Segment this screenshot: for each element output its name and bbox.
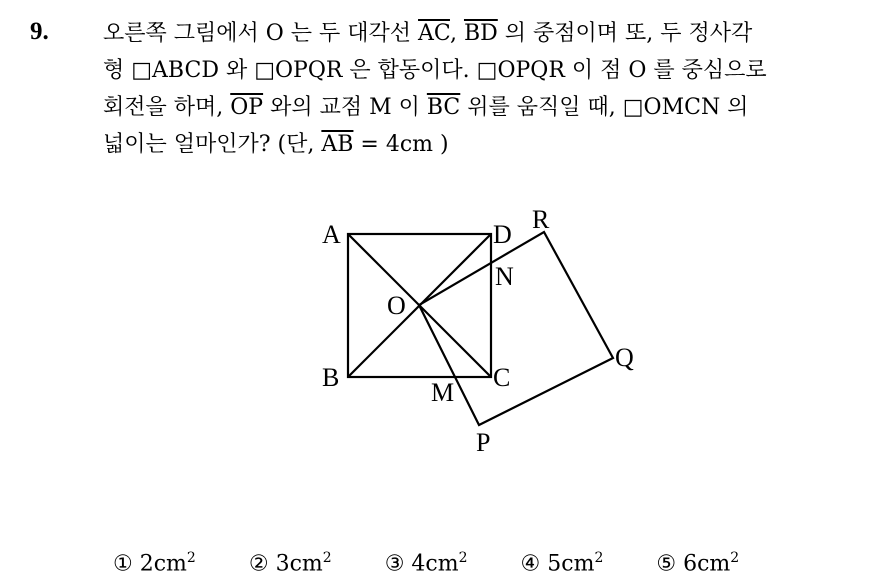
choice-exponent: 2 <box>322 550 332 566</box>
choice-value: 2cm <box>139 551 187 577</box>
choice-mark: ⑤ <box>656 551 677 577</box>
segment-ab-overline: $\overline{AB}$ <box>321 132 354 157</box>
label-b: B <box>322 363 340 392</box>
choice-1[interactable] <box>113 550 196 576</box>
choice-exponent: 2 <box>186 550 196 566</box>
segment-bd-overline: $\overline{BD}$ <box>463 21 498 46</box>
text-segment: 의 중점이며 또, 두 정사각 <box>497 21 753 46</box>
text-segment: 형 □ABCD 와 □OPQR 은 합동이다. □OPQR 이 점 O 를 중심으로 <box>103 58 767 83</box>
choice-exponent: 2 <box>730 550 740 566</box>
text-segment: , <box>449 21 464 46</box>
choice-exponent: 2 <box>594 550 604 566</box>
label-r: R <box>532 205 550 234</box>
choice-mark: ① <box>113 551 133 577</box>
text-segment: 와의 교점 M 이 <box>263 95 427 120</box>
label-d: D <box>493 220 512 249</box>
choice-mark: ④ <box>520 551 541 577</box>
text-segment: = 4cm ) <box>353 132 449 157</box>
choice-exponent: 2 <box>458 550 468 566</box>
choice-value: 3cm <box>275 551 323 577</box>
label-c: C <box>493 363 511 392</box>
choice-2[interactable] <box>249 550 332 576</box>
segment-bc-overline: $\overline{BC}$ <box>426 95 461 120</box>
label-p: P <box>476 428 491 457</box>
text-segment: 오른쪽 그림에서 O 는 두 대각선 <box>103 21 419 46</box>
choice-3[interactable] <box>385 550 468 576</box>
text-segment: 회전을 하며, <box>103 95 231 120</box>
choice-mark: ③ <box>384 551 405 577</box>
segment-op-overline: $\overline{OP}$ <box>230 95 264 120</box>
label-o: O <box>387 291 406 320</box>
label-q: Q <box>615 343 634 372</box>
label-n: N <box>495 262 514 291</box>
label-m: M <box>431 378 455 407</box>
question-number: 9. <box>30 18 49 45</box>
text-segment: 넓이는 얼마인가? (단, <box>103 132 322 157</box>
choice-4[interactable] <box>521 550 604 576</box>
choice-value: 5cm <box>547 551 595 577</box>
choice-value: 4cm <box>411 551 459 577</box>
text-segment: 위를 움직일 때, □OMCN 의 <box>460 95 749 120</box>
choice-mark: ② <box>248 551 269 577</box>
choice-5[interactable] <box>656 550 739 576</box>
answer-choices <box>113 550 785 576</box>
choice-value: 6cm <box>683 551 731 577</box>
segment-ac-overline: $\overline{AC}$ <box>418 21 450 46</box>
label-a: A <box>322 220 341 249</box>
